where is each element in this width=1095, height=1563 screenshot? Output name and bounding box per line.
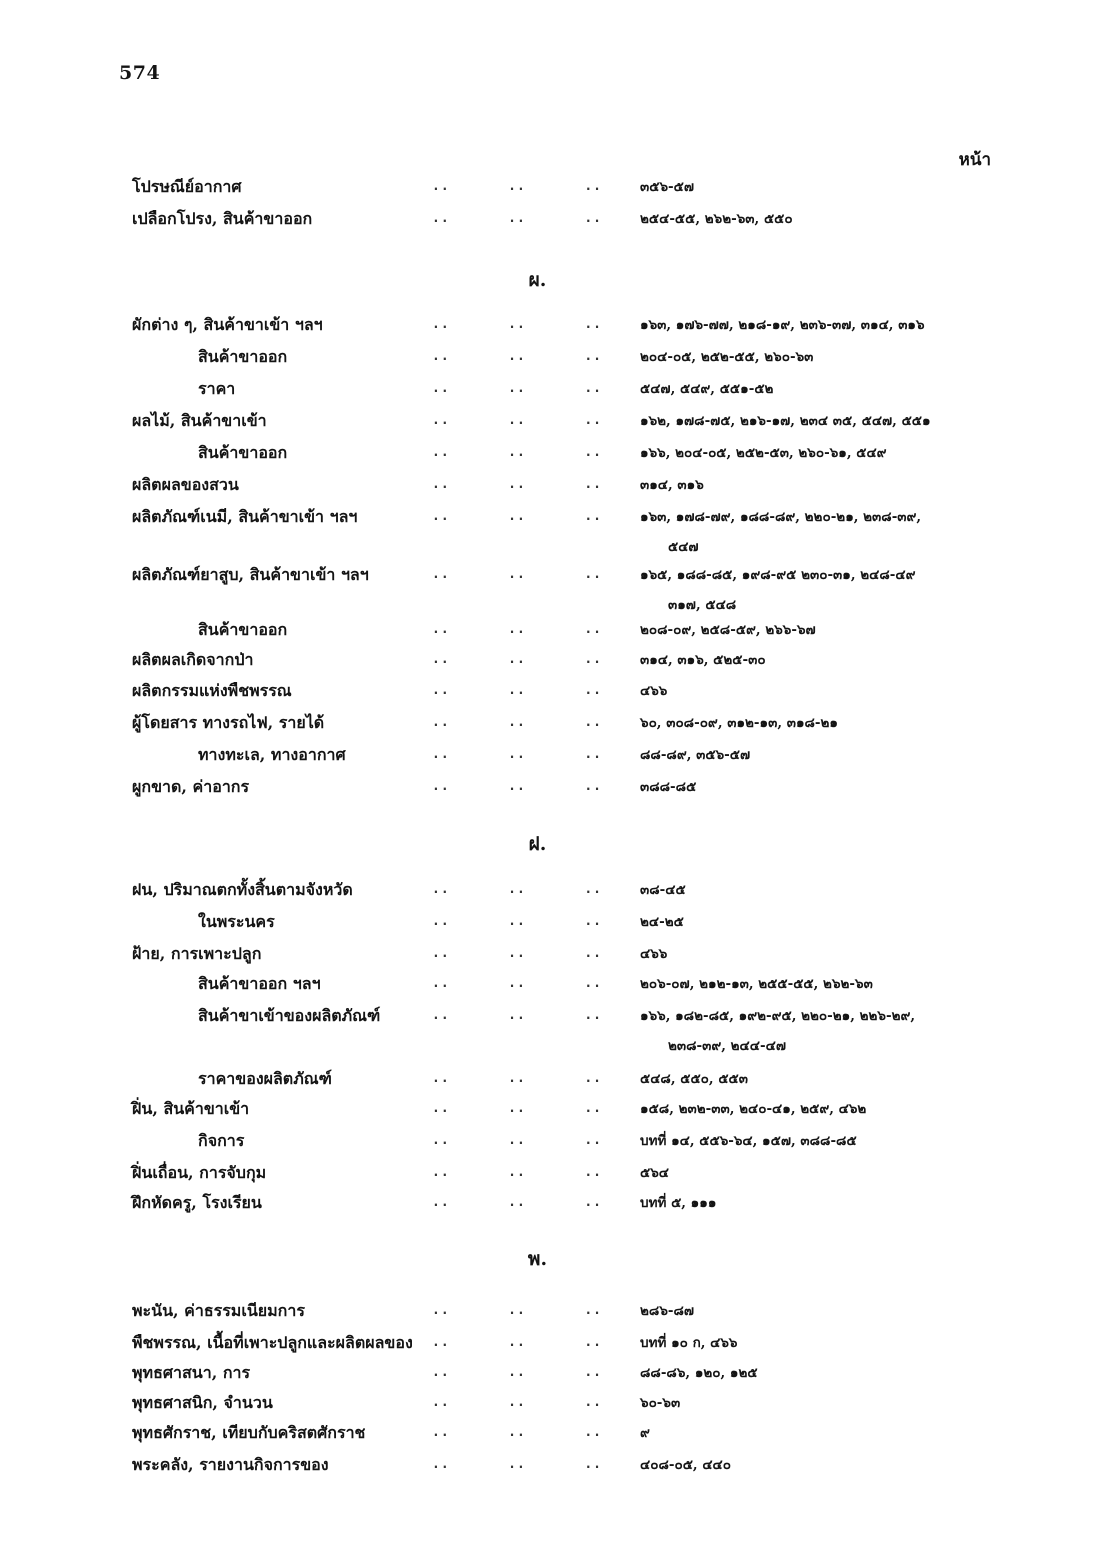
index-entry: [0, 406, 1095, 436]
leader-dot: ..: [508, 567, 526, 582]
index-term: โปรษณีย์อากาศ: [132, 177, 242, 196]
index-entry: [0, 1328, 1095, 1358]
page-references: ๑๖๖, ๑๘๒-๘๕, ๑๙๒-๙๕, ๒๒๐-๒๑, ๒๒๖-๒๙,: [640, 1008, 916, 1024]
index-term: พระคลัง, รายงานกิจการของ: [132, 1455, 329, 1474]
index-term: ผลิตผลของสวน: [132, 475, 239, 494]
leader-dot: ..: [432, 381, 450, 396]
leader-dot: ..: [584, 946, 602, 961]
leader-dot: ..: [508, 1457, 526, 1472]
leader-dot: ..: [584, 976, 602, 991]
leader-dots: [432, 374, 602, 404]
index-entry: [0, 1418, 1095, 1448]
leader-dots: [432, 1094, 602, 1124]
leader-dot: ..: [432, 1303, 450, 1318]
leader-dot: ..: [432, 567, 450, 582]
page-references-continued: ๕๔๗: [668, 539, 699, 555]
index-entry: [0, 1064, 1095, 1094]
leader-dot: ..: [432, 1101, 450, 1116]
page-references: ๑๖๓, ๑๗๖-๗๗, ๒๑๘-๑๙, ๒๓๖-๓๗, ๓๑๔, ๓๑๖: [640, 317, 925, 333]
leader-dot: ..: [432, 914, 450, 929]
index-entry: [0, 1388, 1095, 1418]
leader-dot: ..: [584, 1195, 602, 1210]
page-references: ๒๔-๒๕: [640, 914, 684, 930]
index-entry: [0, 740, 1095, 770]
leader-dot: ..: [584, 779, 602, 794]
leader-dots: [432, 470, 602, 500]
leader-dot: ..: [432, 1008, 450, 1023]
leader-dot: ..: [584, 477, 602, 492]
leader-dot: ..: [508, 1335, 526, 1350]
leader-dot: ..: [508, 1133, 526, 1148]
page-references: ๘๘-๘๖, ๑๒๐, ๑๒๕: [640, 1365, 758, 1381]
index-term: พุทธศาสนิก, จำนวน: [132, 1393, 273, 1412]
index-entry: [0, 708, 1095, 738]
index-entry: [0, 438, 1095, 468]
page-references: บทที่ ๑๔, ๕๕๖-๖๔, ๑๕๗, ๓๘๘-๘๕: [640, 1133, 857, 1149]
leader-dot: ..: [432, 413, 450, 428]
leader-dot: ..: [508, 683, 526, 698]
page-references: ๓๑๔, ๓๑๖: [640, 477, 704, 493]
page-references-continued: ๓๑๗, ๕๔๘: [668, 597, 737, 613]
leader-dot: ..: [432, 1395, 450, 1410]
leader-dots: [432, 1358, 602, 1388]
index-entry: [0, 374, 1095, 404]
page-number: 574: [119, 62, 161, 84]
index-entry: [0, 676, 1095, 706]
leader-dot: ..: [432, 1425, 450, 1440]
index-term: ฝึกหัดครู, โรงเรียน: [132, 1193, 262, 1212]
index-entry: [0, 204, 1095, 234]
leader-dot: ..: [432, 1195, 450, 1210]
index-entry: [0, 615, 1095, 645]
leader-dots: [432, 1064, 602, 1094]
leader-dots: [432, 1188, 602, 1218]
leader-dots: [432, 560, 602, 590]
leader-dots: [432, 1418, 602, 1448]
index-entry: [0, 1358, 1095, 1388]
page-references: ๙: [640, 1425, 650, 1441]
index-term: พืชพรรณ, เนื้อที่เพาะปลูกและผลิตผลของ: [132, 1333, 413, 1352]
index-term: ผักต่าง ๆ, สินค้าขาเข้า ฯลฯ: [132, 315, 323, 334]
leader-dots: [432, 907, 602, 937]
leader-dot: ..: [508, 477, 526, 492]
leader-dot: ..: [584, 622, 602, 637]
index-subterm: ราคา: [198, 379, 236, 398]
leader-dot: ..: [584, 882, 602, 897]
index-entry: [0, 172, 1095, 202]
leader-dots: [432, 172, 602, 202]
index-subterm: สินค้าขาเข้าของผลิตภัณฑ์: [198, 1006, 381, 1025]
page-references: ๑๖๓, ๑๗๘-๗๙, ๑๘๘-๘๙, ๒๒๐-๒๑, ๒๓๘-๓๙,: [640, 509, 922, 525]
index-entry: [0, 342, 1095, 372]
leader-dot: ..: [584, 211, 602, 226]
leader-dot: ..: [584, 317, 602, 332]
leader-dot: ..: [508, 622, 526, 637]
page-references: ๒๘๖-๘๗: [640, 1303, 695, 1319]
leader-dot: ..: [584, 747, 602, 762]
page-references: ๓๕๖-๕๗: [640, 179, 694, 195]
leader-dot: ..: [508, 1395, 526, 1410]
leader-dot: ..: [432, 179, 450, 194]
leader-dot: ..: [584, 1008, 602, 1023]
leader-dot: ..: [432, 715, 450, 730]
leader-dot: ..: [508, 1195, 526, 1210]
index-subterm: ในพระนคร: [198, 912, 275, 931]
leader-dot: ..: [584, 413, 602, 428]
index-term: ผลิตภัณฑ์เนมี, สินค้าขาเข้า ฯลฯ: [132, 507, 358, 526]
index-term: ผู้โดยสาร ทางรถไฟ, รายได้: [132, 713, 325, 732]
leader-dots: [432, 969, 602, 999]
leader-dots: [432, 342, 602, 372]
page-references: ๔๖๖: [640, 683, 668, 699]
leader-dot: ..: [432, 349, 450, 364]
leader-dot: ..: [584, 1303, 602, 1318]
leader-dot: ..: [432, 946, 450, 961]
leader-dots: [432, 1126, 602, 1156]
leader-dot: ..: [584, 1101, 602, 1116]
leader-dot: ..: [508, 317, 526, 332]
index-entry: [0, 875, 1095, 905]
page-references: ๑๕๘, ๒๓๒-๓๓, ๒๔๐-๔๑, ๒๕๙, ๔๖๒: [640, 1101, 867, 1117]
leader-dot: ..: [508, 1303, 526, 1318]
leader-dot: ..: [584, 349, 602, 364]
page-references: ๕๖๔: [640, 1165, 670, 1181]
leader-dot: ..: [508, 349, 526, 364]
page-references: ๕๔๘, ๕๕๐, ๕๕๓: [640, 1071, 748, 1087]
leader-dots: [432, 1388, 602, 1418]
leader-dot: ..: [584, 179, 602, 194]
leader-dot: ..: [584, 652, 602, 667]
index-term: ผูกขาด, ค่าอากร: [132, 777, 250, 796]
leader-dot: ..: [432, 747, 450, 762]
leader-dot: ..: [432, 976, 450, 991]
leader-dots: [432, 740, 602, 770]
page-references: บทที่ ๕, ๑๑๑: [640, 1195, 717, 1211]
leader-dot: ..: [584, 1133, 602, 1148]
leader-dot: ..: [432, 779, 450, 794]
leader-dot: ..: [432, 622, 450, 637]
index-entry: [0, 1450, 1095, 1480]
leader-dots: [432, 708, 602, 738]
page-references: ๓๘-๔๕: [640, 882, 686, 898]
leader-dots: [432, 438, 602, 468]
leader-dots: [432, 1001, 602, 1031]
leader-dot: ..: [584, 1425, 602, 1440]
leader-dot: ..: [508, 179, 526, 194]
index-entry: [0, 1188, 1095, 1218]
page-references-continued: ๒๓๘-๓๙, ๒๔๔-๔๗: [668, 1038, 786, 1054]
page-references: ๓๘๘-๘๕: [640, 779, 697, 795]
leader-dots: [432, 1328, 602, 1358]
leader-dot: ..: [508, 1101, 526, 1116]
leader-dot: ..: [508, 1425, 526, 1440]
leader-dot: ..: [432, 1365, 450, 1380]
leader-dots: [432, 645, 602, 675]
leader-dot: ..: [432, 477, 450, 492]
index-term: พะนัน, ค่าธรรมเนียมการ: [132, 1301, 305, 1320]
leader-dot: ..: [432, 1335, 450, 1350]
leader-dots: [432, 939, 602, 969]
index-term: ผลิตภัณฑ์ยาสูบ, สินค้าขาเข้า ฯลฯ: [132, 565, 369, 584]
index-subterm: สินค้าขาออก: [198, 347, 288, 366]
leader-dots: [432, 406, 602, 436]
page-references: ๒๐๘-๐๙, ๒๕๘-๕๙, ๒๖๖-๖๗: [640, 622, 816, 638]
leader-dots: [432, 676, 602, 706]
index-subterm: สินค้าขาออก: [198, 443, 288, 462]
index-term: ผลิตกรรมแห่งพืชพรรณ: [132, 681, 292, 700]
index-term: พุทธศักราช, เทียบกับคริสตศักราช: [132, 1423, 366, 1442]
section-heading: พ.: [527, 1248, 548, 1270]
index-subterm: สินค้าขาออก: [198, 620, 288, 639]
leader-dot: ..: [584, 509, 602, 524]
leader-dot: ..: [508, 211, 526, 226]
leader-dot: ..: [508, 1008, 526, 1023]
leader-dot: ..: [432, 317, 450, 332]
page-references: ๑๖๒, ๑๗๘-๗๕, ๒๑๖-๑๗, ๒๓๔ ๓๕, ๕๔๗, ๕๕๑: [640, 413, 931, 429]
leader-dot: ..: [584, 1071, 602, 1086]
leader-dot: ..: [432, 652, 450, 667]
leader-dot: ..: [584, 1335, 602, 1350]
index-entry: [0, 1094, 1095, 1124]
index-subterm: ทางทะเล, ทางอากาศ: [198, 745, 346, 764]
index-entry: [0, 560, 1095, 613]
leader-dot: ..: [584, 1165, 602, 1180]
leader-dot: ..: [584, 445, 602, 460]
index-term: ฝิ่น, สินค้าขาเข้า: [132, 1099, 250, 1118]
leader-dot: ..: [432, 882, 450, 897]
leader-dot: ..: [584, 1365, 602, 1380]
index-entry: [0, 939, 1095, 969]
leader-dots: [432, 1158, 602, 1188]
index-term: พุทธศาสนา, การ: [132, 1363, 251, 1382]
leader-dot: ..: [584, 914, 602, 929]
leader-dot: ..: [508, 946, 526, 961]
leader-dot: ..: [432, 509, 450, 524]
index-entry: [0, 1158, 1095, 1188]
leader-dots: [432, 204, 602, 234]
index-term: ฝน, ปริมาณตกทั้งสิ้นตามจังหวัด: [132, 880, 353, 899]
index-entry: [0, 969, 1095, 999]
index-entry: [0, 1296, 1095, 1326]
leader-dot: ..: [508, 381, 526, 396]
leader-dot: ..: [508, 747, 526, 762]
page-references: ๘๘-๘๙, ๓๕๖-๕๗: [640, 747, 751, 763]
leader-dot: ..: [508, 413, 526, 428]
index-term: ผลไม้, สินค้าขาเข้า: [132, 411, 267, 430]
section-heading: ฝ.: [528, 833, 547, 855]
leader-dot: ..: [432, 445, 450, 460]
leader-dots: [432, 1296, 602, 1326]
index-entry: [0, 470, 1095, 500]
page-references: ๒๐๖-๐๗, ๒๑๒-๑๓, ๒๕๕-๕๕, ๒๖๒-๖๓: [640, 976, 873, 992]
index-entry: [0, 502, 1095, 555]
index-term: ฝิ่นเถื่อน, การจับกุม: [132, 1163, 267, 1182]
index-term: เปลือกโปรง, สินค้าขาออก: [132, 209, 313, 228]
column-header: หน้า: [958, 150, 991, 170]
leader-dots: [432, 615, 602, 645]
index-entry: [0, 645, 1095, 675]
index-subterm: สินค้าขาออก ฯลฯ: [198, 974, 321, 993]
leader-dot: ..: [508, 509, 526, 524]
page-references: ๖๐, ๓๐๘-๐๙, ๓๑๒-๑๓, ๓๑๘-๒๑: [640, 715, 839, 731]
leader-dot: ..: [508, 1365, 526, 1380]
index-entry: [0, 907, 1095, 937]
index-term: ผลิตผลเกิดจากป่า: [132, 650, 254, 669]
leader-dot: ..: [584, 381, 602, 396]
page-references: ๖๐-๖๓: [640, 1395, 681, 1411]
leader-dot: ..: [508, 715, 526, 730]
page-references: ๑๖๖, ๒๐๔-๐๕, ๒๕๒-๕๓, ๒๖๐-๖๑, ๕๔๙: [640, 445, 887, 461]
leader-dot: ..: [508, 976, 526, 991]
leader-dot: ..: [508, 882, 526, 897]
leader-dot: ..: [584, 683, 602, 698]
page-references: บทที่ ๑๐ ก, ๔๖๖: [640, 1335, 738, 1351]
leader-dot: ..: [508, 1165, 526, 1180]
page-references: ๓๑๔, ๓๑๖, ๕๒๕-๓๐: [640, 652, 766, 668]
leader-dots: [432, 772, 602, 802]
page-references: ๔๖๖: [640, 946, 668, 962]
leader-dot: ..: [432, 1457, 450, 1472]
index-term: ฝ้าย, การเพาะปลูก: [132, 944, 262, 963]
index-subterm: ราคาของผลิตภัณฑ์: [198, 1069, 332, 1088]
leader-dot: ..: [584, 715, 602, 730]
index-entry: [0, 310, 1095, 340]
index-entry: [0, 772, 1095, 802]
page-references: ๔๐๘-๐๕, ๔๔๐: [640, 1457, 732, 1473]
leader-dot: ..: [508, 779, 526, 794]
leader-dots: [432, 502, 602, 532]
leader-dot: ..: [508, 652, 526, 667]
leader-dot: ..: [584, 1395, 602, 1410]
section-heading: ผ.: [528, 269, 547, 291]
leader-dot: ..: [432, 1133, 450, 1148]
leader-dot: ..: [584, 567, 602, 582]
index-entry: [0, 1126, 1095, 1156]
index-subterm: กิจการ: [198, 1131, 245, 1150]
leader-dot: ..: [584, 1457, 602, 1472]
leader-dot: ..: [432, 211, 450, 226]
leader-dot: ..: [432, 1165, 450, 1180]
page-references: ๒๕๔-๕๕, ๒๖๒-๖๓, ๕๕๐: [640, 211, 793, 227]
leader-dot: ..: [508, 1071, 526, 1086]
page-references: ๕๔๗, ๕๔๙, ๕๕๑-๕๒: [640, 381, 774, 397]
page-references: ๑๖๕, ๑๘๘-๘๕, ๑๙๘-๙๕ ๒๓๐-๓๑, ๒๔๘-๔๙: [640, 567, 916, 583]
index-entry: [0, 1001, 1095, 1054]
leader-dot: ..: [508, 914, 526, 929]
leader-dots: [432, 1450, 602, 1480]
page-references: ๒๐๔-๐๕, ๒๕๒-๕๕, ๒๖๐-๖๓: [640, 349, 814, 365]
leader-dots: [432, 310, 602, 340]
leader-dot: ..: [432, 1071, 450, 1086]
leader-dots: [432, 875, 602, 905]
leader-dot: ..: [432, 683, 450, 698]
leader-dot: ..: [508, 445, 526, 460]
